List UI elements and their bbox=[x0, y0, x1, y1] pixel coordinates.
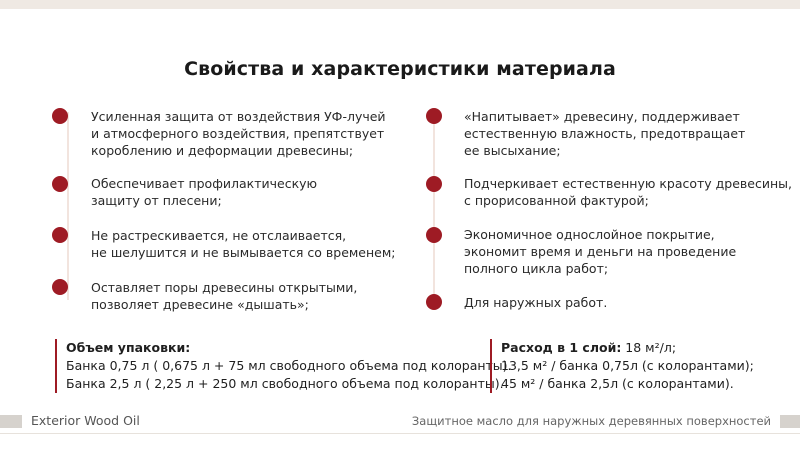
right-item-4: Для наружных работ. bbox=[464, 295, 608, 310]
packaging-heading: Объем упаковки: bbox=[66, 340, 191, 355]
packaging-line: Банка 0,75 л ( 0,675 л + 75 мл свободного объема под колоранты). bbox=[66, 358, 512, 373]
bullet-dot-icon bbox=[52, 176, 68, 192]
page-title: Свойства и характеристики материала bbox=[184, 58, 616, 80]
bullet-dot-icon bbox=[52, 227, 68, 243]
bullet-dot-icon bbox=[426, 176, 442, 192]
consumption-heading: Расход в 1 слой: bbox=[501, 340, 622, 355]
right-item-2: Подчеркивает естественную красоту древесины, с прорисованной фактурой; bbox=[464, 176, 792, 208]
packaging-block bbox=[55, 339, 512, 393]
consumption-heading-value: 18 м²/л; bbox=[621, 340, 677, 355]
bullet-dot-icon bbox=[426, 294, 442, 310]
right-item-1: «Напитывает» древесину, поддерживает естественную влажность, предотвращает ее высыхание; bbox=[464, 109, 746, 158]
left-item-1: Усиленная защита от воздействия УФ-лучей и атмосферного воздействия, препятствует короблению и деформации древесины; bbox=[91, 109, 386, 158]
footer-left-decor bbox=[0, 415, 22, 428]
bullet-dot-icon bbox=[426, 108, 442, 124]
left-item-3: Не растрескивается, не отслаивается, не шелушится и не вымывается со временем; bbox=[91, 228, 396, 260]
consumption-line: 13,5 м² / банка 0,75л (с колорантами); bbox=[501, 358, 754, 373]
bullet-dot-icon bbox=[426, 227, 442, 243]
bullet-dot-icon bbox=[52, 279, 68, 295]
consumption-block bbox=[490, 339, 754, 393]
packaging-line: Банка 2,5 л ( 2,25 л + 250 мл свободного объема под колоранты). bbox=[66, 376, 504, 391]
footer-divider bbox=[0, 433, 800, 434]
right-item-3: Экономичное однослойное покрытие, экономит время и деньги на проведение полного цикла работ; bbox=[464, 227, 737, 276]
top-decor-bar bbox=[0, 0, 800, 9]
left-timeline-line bbox=[67, 112, 69, 300]
left-item-4: Оставляет поры древесины открытыми, позволяет древесине «дышать»; bbox=[91, 280, 358, 312]
footer-product-name: Exterior Wood Oil bbox=[31, 413, 140, 428]
consumption-line: 45 м² / банка 2,5л (с колорантами). bbox=[501, 376, 734, 391]
bullet-dot-icon bbox=[52, 108, 68, 124]
left-item-2: Обеспечивает профилактическую защиту от плесени; bbox=[91, 176, 318, 208]
right-timeline-line bbox=[433, 112, 435, 300]
footer-product-description: Защитное масло для наружных деревянных поверхностей bbox=[411, 414, 771, 428]
footer-right-decor bbox=[780, 415, 800, 428]
